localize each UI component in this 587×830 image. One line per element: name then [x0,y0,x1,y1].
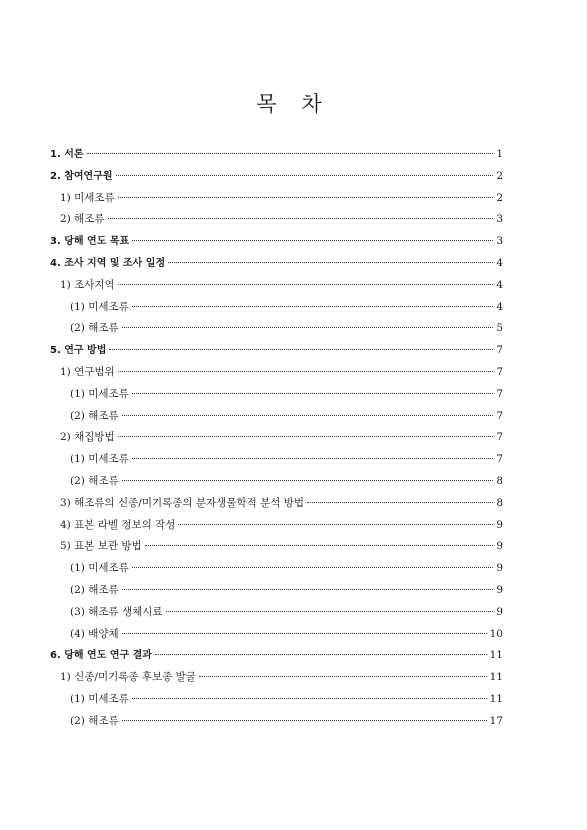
toc-entry-page-number: 7 [496,431,503,444]
toc-entry-page-number: 9 [496,583,503,596]
toc-entry[interactable] [50,667,503,689]
toc-entry-label: 2. 참여연구원 [50,170,113,182]
dot-leader [132,566,494,568]
dot-leader [118,435,494,437]
toc-entry-label: (1) 미세조류 [70,692,129,705]
toc-entry-label: 1) 미세조류 [60,191,115,204]
toc-entry-page-number: 8 [496,496,503,509]
dot-leader [122,414,494,416]
dot-leader [132,457,494,459]
toc-entry[interactable] [50,602,503,624]
toc-entry-page-number: 7 [496,344,503,357]
toc-entry[interactable] [50,624,503,646]
toc-entry[interactable] [50,188,503,210]
dot-leader [122,632,487,634]
toc-entry-label: 4) 표본 라벨 정보의 작성 [60,518,176,531]
toc-entry[interactable] [50,297,503,319]
toc-entry-label: (2) 해조류 [70,322,119,335]
toc-entry-label: (2) 해조류 [70,583,119,596]
toc-entry[interactable] [50,558,503,580]
toc-entry-page-number: 10 [489,627,503,640]
toc-entry-label: (3) 해조류 생체시료 [70,605,163,618]
dot-leader [108,217,494,219]
toc-entry-page-number: 7 [496,453,503,466]
toc-entry[interactable] [50,384,503,406]
toc-entry-label: 3. 당해 연도 목표 [50,236,130,248]
toc-entry-label: 1) 연구범위 [60,365,115,378]
dot-leader [132,239,493,241]
toc-entry[interactable] [50,144,503,166]
toc-entry-label: (1) 미세조류 [70,562,129,575]
toc-entry-page-number: 7 [496,387,503,400]
toc-entry[interactable] [50,580,503,602]
dot-leader [307,501,493,503]
toc-entry-page-number: 9 [496,540,503,553]
toc-entry-label: 5) 표본 보관 방법 [60,540,142,553]
toc-entry-page-number: 2 [496,169,503,182]
toc-entry-page-number: 4 [496,256,503,269]
toc-entry[interactable] [50,340,503,362]
toc-entry-page-number: 11 [489,692,503,705]
toc-entry[interactable] [50,515,503,537]
toc-entry[interactable] [50,645,503,667]
toc-entry-page-number: 4 [496,300,503,313]
dot-leader [178,523,493,525]
toc-entry[interactable] [50,427,503,449]
toc-entry-page-number: 9 [496,605,503,618]
toc-entry-page-number: 9 [496,518,503,531]
dot-leader [122,479,494,481]
toc-entry-page-number: 7 [496,409,503,422]
table-of-contents [50,144,503,733]
toc-entry-page-number: 9 [496,562,503,575]
toc-entry-label: (1) 미세조류 [70,300,129,313]
toc-entry[interactable] [50,209,503,231]
toc-entry-label: (4) 배양체 [70,627,119,640]
toc-entry-page-number: 11 [489,671,503,684]
toc-entry-label: (2) 해조류 [70,409,119,422]
dot-leader [199,675,487,677]
toc-entry[interactable] [50,471,503,493]
toc-entry[interactable] [50,536,503,558]
toc-entry-label: (2) 해조류 [70,474,119,487]
toc-entry-page-number: 17 [489,714,503,727]
toc-entry[interactable] [50,275,503,297]
toc-entry-page-number: 4 [496,278,503,291]
toc-entry-label: 6. 당해 연도 연구 결과 [50,650,152,662]
dot-leader [132,697,487,699]
toc-entry-page-number: 8 [496,474,503,487]
dot-leader [168,261,493,263]
toc-entry[interactable] [50,406,503,428]
dot-leader [155,653,487,655]
toc-entry-label: (1) 미세조류 [70,453,129,466]
toc-entry[interactable] [50,362,503,384]
toc-entry[interactable] [50,449,503,471]
dot-leader [145,544,494,546]
toc-entry[interactable] [50,689,503,711]
toc-entry-page-number: 2 [496,191,503,204]
toc-entry-page-number: 3 [496,235,503,248]
toc-entry-label: 1. 서론 [50,149,84,160]
toc-entry-label: 1) 신종/미기록종 후보종 발굴 [60,671,196,684]
toc-entry-label: 4. 조사 지역 및 조사 일정 [50,257,166,269]
toc-entry-page-number: 11 [489,649,503,662]
toc-entry-page-number: 1 [496,148,503,160]
toc-entry-page-number: 7 [496,365,503,378]
toc-entry[interactable] [50,231,503,253]
dot-leader [109,348,493,350]
toc-entry[interactable] [50,253,503,275]
dot-leader [132,392,494,394]
toc-entry-label: (2) 해조류 [70,714,119,727]
toc-entry-label: 1) 조사지역 [60,278,115,291]
toc-entry-label: (1) 미세조류 [70,387,129,400]
dot-leader [132,305,494,307]
toc-entry[interactable] [50,166,503,188]
toc-entry[interactable] [50,493,503,515]
dot-leader [166,610,494,612]
page-title: 목 차 [256,92,331,116]
dot-leader [122,326,494,328]
dot-leader [118,370,494,372]
dot-leader [116,174,494,176]
toc-entry-label: 3) 해조류의 신종/미기록종의 분자생물학적 분석 방법 [60,496,305,509]
toc-entry-page-number: 5 [496,322,503,335]
dot-leader [122,719,487,721]
dot-leader [118,196,494,198]
dot-leader [87,152,494,154]
toc-entry-label: 2) 채집방법 [60,431,115,444]
toc-entry[interactable] [50,318,503,340]
dot-leader [118,283,494,285]
dot-leader [122,588,494,590]
toc-entry-label: 5. 연구 방법 [50,345,107,357]
toc-entry-label: 2) 해조류 [60,213,105,226]
toc-entry[interactable] [50,711,503,733]
toc-entry-page-number: 3 [496,213,503,226]
